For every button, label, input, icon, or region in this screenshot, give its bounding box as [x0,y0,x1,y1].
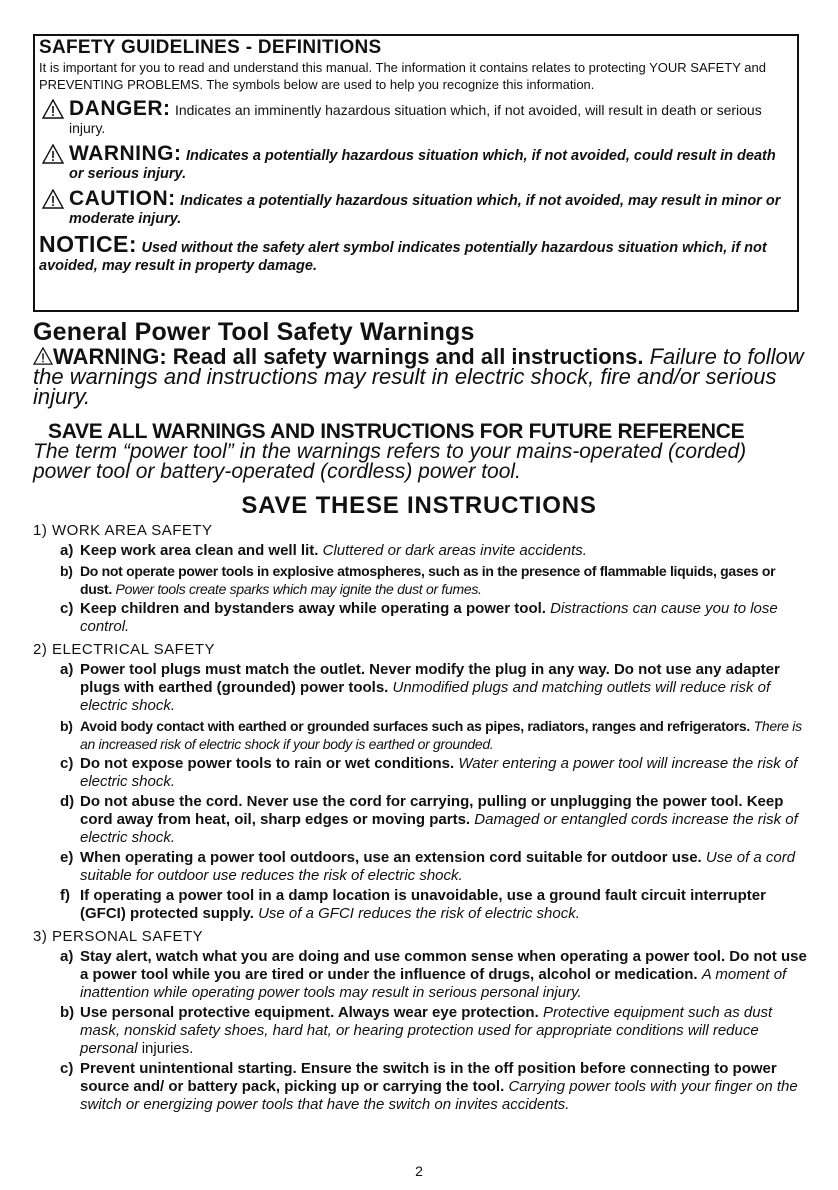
rule-explanation: Carrying power tools with your finger on the switch or energizing power tools that have the switch on invites accidents. [80,1078,798,1113]
danger-text: Indicates an imminently hazardous situation which, if not avoided, will result in death or serious injury. [69,102,762,136]
rule-explanation: Unmodified plugs and matching outlets will reduce risk of electric shock. [80,679,771,714]
general-warning-lead: WARNING: Read all safety warnings and all instructions. [53,344,644,369]
rule-explanation: A moment of inattention while operating power tools may result in serious personal injury. [80,966,787,1001]
general-warning-body: Failure to follow the warnings and instructions may result in electric shock, fire and/or serious injury. [33,344,804,409]
personal-safety-heading: 3) PERSONAL SAFETY [33,928,204,945]
rule-explanation: Cluttered or dark areas invite accidents. [322,542,587,559]
general-warning [33,344,813,409]
rule-text: Keep work area clean and well lit. [80,542,319,559]
warning-triangle-icon [42,144,64,164]
item-letter: b) [60,563,73,579]
caution-text: Indicates a potentially hazardous situation which, if not avoided, may result in minor or moderate injury. [69,193,781,227]
list-item [33,542,808,560]
electrical-safety-heading: 2) ELECTRICAL SAFETY [33,641,215,658]
item-letter: f) [60,887,70,904]
list-item [33,755,808,791]
item-letter: c) [60,755,74,772]
warning-triangle-icon [42,189,64,209]
list-item [33,948,808,1002]
work-area-safety-heading: 1) WORK AREA SAFETY [33,522,213,539]
list-item [33,849,808,885]
rule-explanation: Use of a GFCI reduces the risk of electric shock. [258,905,580,922]
list-item [33,600,808,636]
rule-text: Power tool plugs must match the outlet. Never modify the plug in any way. Do not use any adapter plugs with earthed (grounded) power tools. [80,661,780,696]
rule-text: When operating a power tool outdoors, use an extension cord suitable for outdoor use. [80,849,702,866]
item-letter: b) [60,718,73,734]
rule-text: If operating a power tool in a damp location is unavoidable, use a ground fault circuit interrupter (GFCI) protected supply. [80,887,766,922]
item-letter: c) [60,1060,74,1077]
rule-explanation: Distractions can cause you to lose control. [80,600,778,635]
safety-definitions-box [33,34,799,312]
rule-text: Keep children and bystanders away while operating a power tool. [80,600,546,617]
rule-explanation: Power tools create sparks which may ignite the dust or fumes. [115,581,482,597]
notice-text: Used without the safety alert symbol indicates potentially hazardous situation which, if not avoided, may result in property damage. [39,240,767,274]
rule-text: Do not abuse the cord. Never use the cord for carrying, pulling or unplugging the power tool. Keep cord away from heat, oil, sharp edges or moving parts. [80,793,784,828]
notice-label: NOTICE: [39,231,138,257]
item-letter: a) [60,948,74,965]
list-item [33,717,808,753]
item-letter: a) [60,542,74,559]
rule-explanation: Water entering a power tool will increase the risk of electric shock. [80,755,798,790]
rule-text: Avoid body contact with earthed or grounded surfaces such as pipes, radiators, ranges and refrigerators. [80,718,751,734]
rule-explanation: Damaged or entangled cords increase the risk of electric shock. [80,811,798,846]
notice-definition [39,233,793,275]
warning-text: Indicates a potentially hazardous situation which, if not avoided, could result in death or serious injury. [69,148,776,182]
item-letter: a) [60,661,74,678]
warning-label: WARNING: [69,142,182,165]
page-number: 2 [415,1163,423,1179]
rule-text: Do not operate power tools in explosive atmospheres, such as in the presence of flammable liquids, gases or dust. [80,563,776,597]
list-item [33,661,808,715]
rule-text: Prevent unintentional starting. Ensure the switch is in the off position before connecting to power source and/ or battery pack, picking up or carrying the tool. [80,1060,777,1095]
definitions-intro: It is important for you to read and understand this manual. The information it contains relates to protecting YOUR SAFETY and PREVENTING PROBLEMS. The symbols below are used to help you recognize this information. [39,60,766,92]
safety-rules [33,517,808,1114]
item-letter: b) [60,1004,75,1021]
rule-text: Use personal protective equipment. Always wear eye protection. [80,1004,539,1021]
save-all-warnings-heading: SAVE ALL WARNINGS AND INSTRUCTIONS FOR FUTURE REFERENCE [48,420,745,443]
rule-explanation-tail: injuries. [141,1040,194,1057]
list-item [33,562,808,598]
rule-explanation: There is an increased risk of electric shock if your body is earthed or grounded. [80,718,802,752]
caution-definition [39,188,793,228]
list-item [33,1060,808,1114]
rule-text: Stay alert, watch what you are doing and use common sense when operating a power tool. Do not use a power tool while you are tired or under the influence of drugs, alcohol or medication. [80,948,807,983]
caution-label: CAUTION: [69,187,176,210]
item-letter: e) [60,849,74,866]
list-item [33,1004,808,1058]
power-tool-term-definition: The term “power tool” in the warnings refers to your mains-operated (corded) power tool or battery-operated (cordless) power tool. [33,440,747,483]
warning-definition [39,143,793,183]
definitions-title: SAFETY GUIDELINES - DEFINITIONS [39,37,382,58]
warning-triangle-icon [42,99,64,119]
rule-explanation: Protective equipment such as dust mask, nonskid safety shoes, hard hat, or hearing protection used for appropriate conditions will reduce personal [80,1004,773,1057]
rule-explanation: Use of a cord suitable for outdoor use reduces the risk of electric shock. [80,849,796,884]
general-safety-title: General Power Tool Safety Warnings [33,318,475,346]
warning-triangle-icon [33,347,53,365]
save-these-instructions-heading: SAVE THESE INSTRUCTIONS [241,492,597,519]
list-item [33,887,808,923]
item-letter: d) [60,793,75,810]
danger-label: DANGER: [69,97,171,120]
list-item [33,793,808,847]
item-letter: c) [60,600,74,617]
rule-text: Do not expose power tools to rain or wet conditions. [80,755,455,772]
danger-definition [39,98,793,138]
